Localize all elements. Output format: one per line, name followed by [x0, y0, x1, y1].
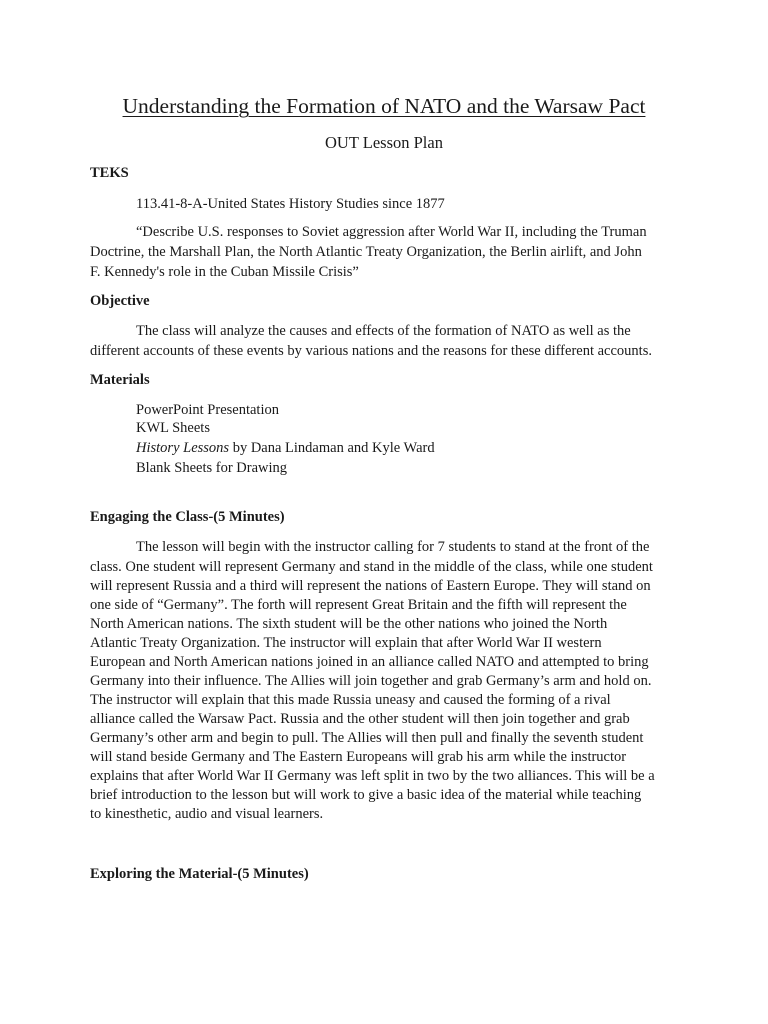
document-title: Understanding the Formation of NATO and the Warsaw Pact [122, 94, 646, 118]
teks-quote-line: F. Kennedy's role in the Cuban Missile Crisis” [90, 264, 359, 280]
materials-item: Blank Sheets for Drawing [136, 460, 288, 476]
engaging-line: explains that after World War II Germany was left split in two by the two alliances. This will be a [90, 768, 655, 784]
materials-item [136, 440, 435, 457]
book-authors: by Dana Lindaman and Kyle Ward [229, 440, 435, 456]
materials-item: PowerPoint Presentation [136, 402, 279, 418]
teks-code: 113.41-8-A-United States History Studies since 1877 [136, 196, 445, 212]
engaging-line: brief introduction to the lesson but will work to give a basic idea of the material while teaching [90, 787, 642, 803]
engaging-line: will stand beside Germany and The Eastern Europeans will grab his arm while the instructor [90, 749, 627, 765]
objective-line: The class will analyze the causes and effects of the formation of NATO as well as the [136, 323, 631, 339]
teks-quote-line: “Describe U.S. responses to Soviet aggression after World War II, including the Truman [136, 224, 647, 240]
document-subtitle: OUT Lesson Plan [325, 133, 443, 152]
engaging-line: North American nations. The sixth student will be the other nations who joined the North [90, 616, 608, 632]
materials-item: KWL Sheets [136, 420, 210, 436]
objective-heading: Objective [90, 293, 150, 309]
engaging-line: alliance called the Warsaw Pact. Russia and the other student will then join together and grab [90, 711, 630, 727]
engaging-line: class. One student will represent Germany and stand in the middle of the class, while one student [90, 559, 653, 575]
engaging-line: Germany into their influence. The Allies will join together and grab Germany’s arm and hold on. [90, 673, 652, 689]
engaging-line: European and North American nations joined in an alliance called NATO and attempted to bring [90, 654, 649, 670]
engaging-line: Atlantic Treaty Organization. The instructor will explain that after World War II western [90, 635, 602, 651]
book-title: History Lessons [136, 440, 230, 456]
engaging-line: one side of “Germany”. The forth will represent Great Britain and the fifth will represent the [90, 597, 627, 613]
engaging-line: The lesson will begin with the instructor calling for 7 students to stand at the front of the [136, 539, 650, 555]
materials-heading: Materials [90, 372, 150, 388]
exploring-heading: Exploring the Material-(5 Minutes) [90, 866, 309, 882]
engaging-line: The instructor will explain that this made Russia uneasy and caused the forming of a rival [90, 692, 611, 708]
objective-line: different accounts of these events by various nations and the reasons for these different accounts. [90, 343, 652, 359]
engaging-heading: Engaging the Class-(5 Minutes) [90, 509, 285, 525]
engaging-line: to kinesthetic, audio and visual learners. [90, 806, 324, 822]
teks-heading: TEKS [90, 165, 129, 181]
engaging-line: Germany’s other arm and begin to pull. The Allies will then pull and finally the seventh student [90, 730, 644, 746]
engaging-line: will represent Russia and a third will represent the nations of Eastern Europe. They will stand on [90, 578, 651, 594]
teks-quote-line: Doctrine, the Marshall Plan, the North Atlantic Treaty Organization, the Berlin airlift, and John [90, 244, 642, 260]
